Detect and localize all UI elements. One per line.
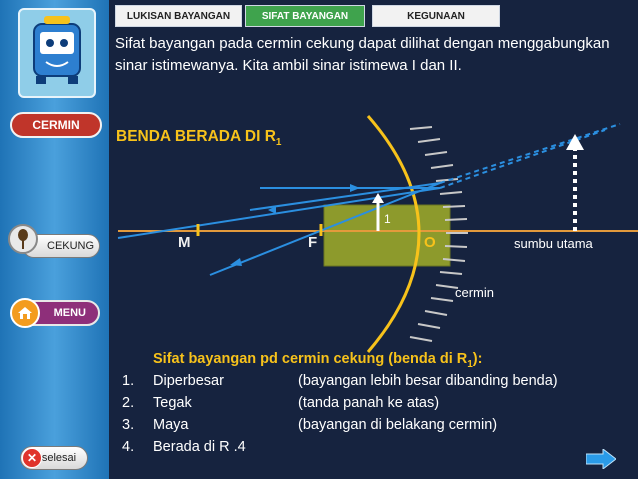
item-number: 4.	[122, 439, 135, 455]
list-item	[122, 373, 632, 395]
label-m: M	[178, 234, 191, 251]
item-name: Diperbesar	[153, 373, 224, 389]
close-icon: ✕	[22, 448, 42, 468]
axis-label: sumbu utama	[514, 236, 593, 251]
label-o: O	[424, 234, 436, 251]
label-1: 1	[384, 212, 391, 226]
tab-sifat-bayangan-label: SIFAT BAYANGAN	[261, 10, 349, 22]
heading-sub: 1	[275, 137, 282, 149]
item-name: Tegak	[153, 395, 192, 411]
item-number: 1.	[122, 373, 135, 389]
tab-lukisan-bayangan-label: LUKISAN BAYANGAN	[126, 10, 231, 22]
item-number: 2.	[122, 395, 135, 411]
label-f: F	[308, 234, 318, 251]
intro-text: Sifat bayangan pada cermin cekung dapat dilihat dengan menggabungkan sinar istimewanya. Kita ambil sinar istimewa I dan II.	[115, 35, 610, 74]
menu-label: MENU	[53, 307, 86, 319]
item-name: Maya	[153, 417, 189, 433]
list-item	[122, 417, 632, 439]
list-item	[122, 395, 632, 417]
heading-text: BENDA BERADA DI R	[116, 128, 276, 145]
selesai-label: selesai	[41, 452, 77, 464]
summary-list	[122, 373, 632, 461]
item-number: 3.	[122, 417, 135, 433]
tab-kegunaan-label: KEGUNAAN	[407, 10, 465, 22]
ray-arrow-2	[350, 184, 360, 192]
arrow-right-icon	[586, 449, 616, 469]
next-button[interactable]	[586, 449, 616, 469]
mirror-label: cermin	[455, 285, 495, 300]
list-item	[122, 439, 632, 461]
cekung-label: CEKUNG	[47, 240, 95, 252]
item-name: Berada di R .4	[153, 439, 246, 455]
summary-title-sub: 1	[467, 358, 473, 370]
summary-title-prefix: Sifat bayangan pd cermin cekung (benda di R	[153, 351, 468, 367]
item-desc: (bayangan lebih besar dibanding benda)	[298, 373, 558, 389]
cermin-label: CERMIN	[32, 118, 80, 132]
summary-title	[153, 351, 482, 370]
ray-arrow-3	[230, 258, 242, 266]
summary-title-suffix: ):	[472, 351, 483, 367]
item-desc: (tanda panah ke atas)	[298, 395, 440, 411]
item-desc: (bayangan di belakang cermin)	[298, 417, 498, 433]
